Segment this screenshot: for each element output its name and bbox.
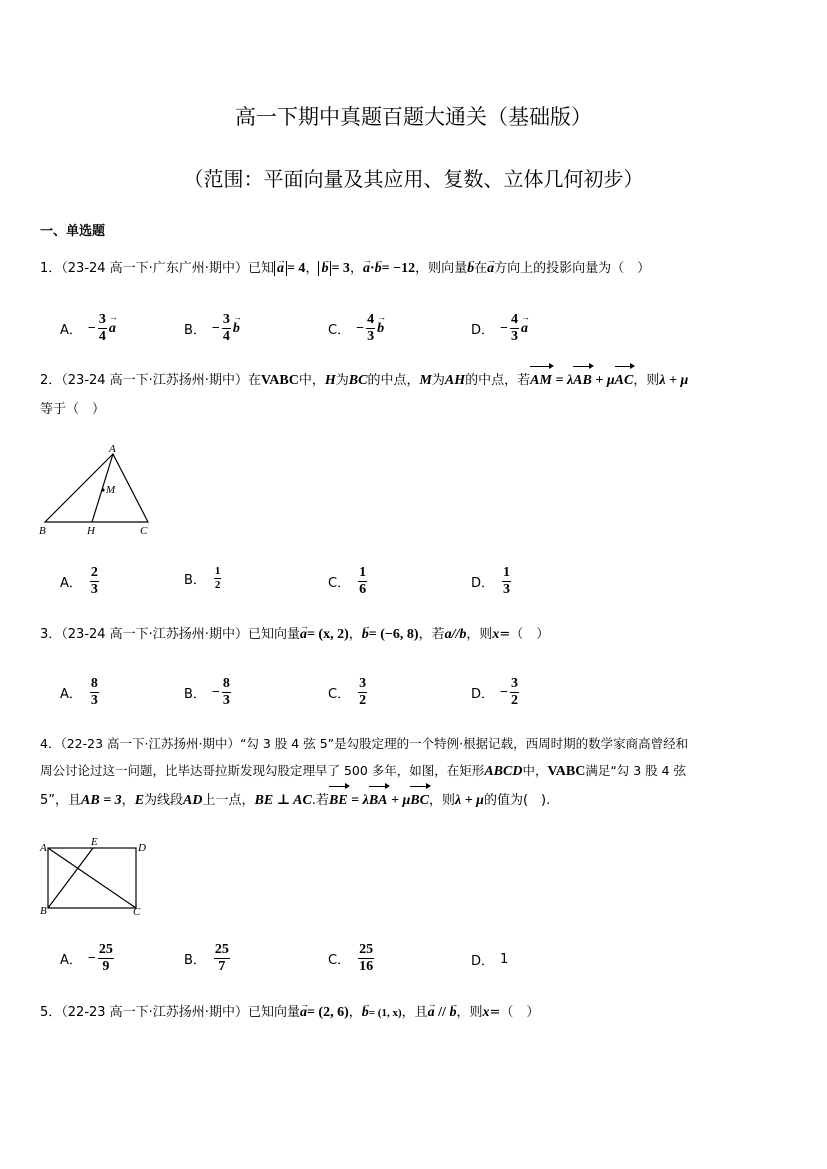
q1-eq12: = −12 xyxy=(381,261,416,276)
q3-a-value: = (x, 2) xyxy=(306,627,349,642)
point-m xyxy=(101,488,104,491)
option-label: B． xyxy=(184,687,206,702)
numerator: 3 xyxy=(222,312,230,327)
q3-option-b[interactable] xyxy=(184,676,233,709)
label-d: D xyxy=(138,842,146,854)
denominator: 3 xyxy=(222,693,230,708)
option-fraction xyxy=(214,565,222,592)
option-fraction xyxy=(510,676,519,709)
option-vector: → b xyxy=(377,321,384,337)
q1-dot-a: → a xyxy=(363,256,370,282)
triangle-abc xyxy=(45,454,148,522)
label-e: E xyxy=(91,836,98,848)
option-fraction xyxy=(358,942,374,975)
numerator: 8 xyxy=(222,676,230,691)
numerator: 1 xyxy=(359,565,367,580)
option-label: A． xyxy=(60,576,82,591)
question-4-line3 xyxy=(40,788,550,814)
option-fraction xyxy=(90,565,99,598)
q3-x: x xyxy=(492,627,500,642)
label-m: M xyxy=(106,484,116,496)
q1-text2: 在 xyxy=(474,261,488,276)
option-label: B． xyxy=(184,573,206,588)
q4-plus: + μ xyxy=(387,793,411,808)
q1-b1: → b xyxy=(467,256,474,282)
q4-eq: = λ xyxy=(347,793,369,808)
q4-triangle: VABC xyxy=(547,764,586,779)
label-a: A xyxy=(40,842,47,854)
denominator: 3 xyxy=(511,329,518,344)
question-4-line2 xyxy=(40,758,686,785)
q3-t3: =（ ） xyxy=(499,627,550,642)
q5-vec-b2: → b xyxy=(449,1000,456,1026)
q5-parallel: // xyxy=(434,1005,450,1020)
q5-a-value: = (2, 6) xyxy=(306,1005,349,1020)
label-b: B xyxy=(40,905,47,917)
q2-BC: BC xyxy=(348,373,368,388)
q4-lambda-mu: λ + μ xyxy=(454,793,484,808)
numerator: 1 xyxy=(503,565,511,580)
q1-vec-b-magnitude: → b xyxy=(321,256,328,282)
question-4-line1: 4．（22-23 高一下·江苏扬州·期中）“勾 3 股 4 弦 5”是勾股定理的一个特例·根据记载，西周时期的数学家商高曾经和 xyxy=(40,736,689,751)
numerator: 2 xyxy=(90,565,98,580)
q2-vec-AM: AM xyxy=(530,368,552,394)
q4-line2a: 周公讨论过这一问题，比毕达哥拉斯发现勾股定理早了 500 多年，如图，在矩形 xyxy=(40,763,485,778)
denominator: 9 xyxy=(102,959,110,974)
q4-perp: BE ⊥ AC xyxy=(254,793,312,808)
numerator: 3 xyxy=(359,676,367,691)
q4-option-d[interactable] xyxy=(471,950,508,969)
q1-text3: 方向上的投影向量为（ ） xyxy=(494,261,651,276)
q2-t3: 的中点， xyxy=(367,373,420,388)
q1-comma2: ， xyxy=(349,261,363,276)
q1-dot: · xyxy=(369,261,375,276)
label-h: H xyxy=(87,525,95,537)
q5-t2: ，则 xyxy=(456,1005,483,1020)
q4-line3b: ， xyxy=(121,793,135,808)
numerator: 25 xyxy=(359,942,374,957)
q4-line3d: 上一点， xyxy=(202,793,255,808)
option-fraction xyxy=(214,942,230,975)
option-label: D． xyxy=(471,576,495,591)
option-label: D． xyxy=(471,323,495,338)
q2-option-a[interactable] xyxy=(60,565,101,598)
q5-b-value: = (1, x) xyxy=(368,1007,402,1019)
numerator: 8 xyxy=(90,676,98,691)
q2-t5: 的中点，若 xyxy=(465,373,531,388)
q4-vec-BA: BA xyxy=(369,788,388,814)
q2-eq: = λ xyxy=(551,373,574,388)
q2-M: M xyxy=(419,373,432,388)
q4-line3g: 的值为( ). xyxy=(483,793,551,808)
q2-lambda-mu: λ + μ xyxy=(659,373,689,388)
denominator: 2 xyxy=(359,693,367,708)
q2-triangle: VABC xyxy=(260,373,299,388)
numerator: 3 xyxy=(98,312,106,327)
q2-t4: 为 xyxy=(431,373,445,388)
q2-t1: 中， xyxy=(298,373,325,388)
option-vector: → a xyxy=(109,321,116,337)
option-vector: → b xyxy=(233,321,240,337)
q4-line2b: 中， xyxy=(522,763,548,778)
q5-x: x xyxy=(482,1005,490,1020)
denominator: 3 xyxy=(90,693,98,708)
q1-a1: → a xyxy=(487,256,494,282)
q2-triangle-figure xyxy=(36,440,166,540)
q4-line3f: ，则 xyxy=(428,793,455,808)
q4-option-b[interactable] xyxy=(184,942,232,975)
q5-vec-b: → b xyxy=(362,1000,369,1026)
q4-vec-BE: BE xyxy=(329,788,348,814)
q3-vec-b: → b xyxy=(362,622,369,648)
q4-line3c: 为线段 xyxy=(144,793,184,808)
q2-plus: + μ xyxy=(591,373,615,388)
q5-t3: =（ ） xyxy=(489,1005,540,1020)
q3-comma: ， xyxy=(348,627,362,642)
question-5 xyxy=(40,1000,539,1026)
q2-option-d[interactable] xyxy=(471,565,513,598)
option-fraction xyxy=(358,565,367,598)
numerator: 4 xyxy=(511,312,518,327)
q1-lead: 1．（23-24 高一下·广东广州·期中）已知 xyxy=(40,261,274,276)
option-label: D． xyxy=(471,687,495,702)
q2-option-c[interactable] xyxy=(328,565,369,598)
option-fraction xyxy=(222,676,231,709)
q2-AH: AH xyxy=(444,373,466,388)
option-sign: − xyxy=(356,320,365,336)
option-label: B． xyxy=(184,323,206,338)
label-a: A xyxy=(109,443,116,455)
q3-vec-a: → a xyxy=(300,622,307,648)
numerator: 3 xyxy=(511,676,518,691)
q1-comma1: ， xyxy=(305,261,319,276)
denominator: 2 xyxy=(511,693,518,708)
q2-t2: 为 xyxy=(335,373,349,388)
denominator: 4 xyxy=(98,329,106,344)
question-2 xyxy=(40,368,688,394)
q1-option-a[interactable] xyxy=(60,312,116,345)
q1-eq4: = 4 xyxy=(286,261,306,276)
option-sign: − xyxy=(87,320,96,336)
q1-dot-b: → b xyxy=(375,256,382,282)
q3-t1: ，若 xyxy=(418,627,445,642)
q5-vec-a2: → a xyxy=(428,1000,435,1026)
option-vector: → a xyxy=(521,321,528,337)
q1-text1: ，则向量 xyxy=(415,261,468,276)
q2-H: H xyxy=(324,373,336,388)
label-c: C xyxy=(140,525,148,537)
q2-lead: 2．（23-24 高一下·江苏扬州·期中）在 xyxy=(40,373,261,388)
q2-vec-AB: AB xyxy=(573,368,592,394)
option-label: C． xyxy=(328,323,351,338)
option-value: 1 xyxy=(500,952,509,967)
option-sign: − xyxy=(87,950,96,966)
option-sign: − xyxy=(500,684,508,700)
q2-option-b[interactable] xyxy=(184,565,223,592)
numerator: 25 xyxy=(214,942,229,957)
denominator: 16 xyxy=(359,959,374,974)
question-3 xyxy=(40,622,549,648)
question-1 xyxy=(40,256,650,282)
numerator: 4 xyxy=(367,312,375,327)
section-heading: 一、单选题 xyxy=(40,224,106,239)
option-label: C． xyxy=(328,576,351,591)
denominator: 3 xyxy=(90,582,98,597)
label-b: B xyxy=(39,525,46,537)
page-title: 高一下期中真题百题大通关（基础版） xyxy=(235,105,592,129)
page-subtitle: （范围：平面向量及其应用、复数、立体几何初步） xyxy=(183,167,644,191)
q1-option-c[interactable] xyxy=(328,312,384,345)
option-label: A． xyxy=(60,323,82,338)
denominator: 3 xyxy=(503,582,511,597)
segment-be xyxy=(48,848,93,908)
q5-t1: ，且 xyxy=(401,1005,428,1020)
denominator: 6 xyxy=(359,582,367,597)
q3-option-a[interactable] xyxy=(60,676,101,709)
q4-option-c[interactable] xyxy=(328,942,376,975)
q4-option-a[interactable] xyxy=(60,942,116,975)
option-label: D． xyxy=(471,954,495,969)
q2-line2: 等于（ ） xyxy=(40,402,106,417)
q4-E: E xyxy=(134,793,145,808)
numerator: 25 xyxy=(98,942,113,957)
q3-b-value: = (−6, 8) xyxy=(368,627,419,642)
q5-vec-a: → a xyxy=(300,1000,307,1026)
denominator: 2 xyxy=(214,579,221,591)
option-fraction xyxy=(98,942,114,975)
option-label: A． xyxy=(60,687,82,702)
q3-option-d[interactable] xyxy=(471,676,521,709)
denominator: 3 xyxy=(367,329,375,344)
q1-option-b[interactable] xyxy=(184,312,240,345)
option-sign: − xyxy=(500,320,508,336)
numerator: 1 xyxy=(214,565,221,577)
option-label: C． xyxy=(328,687,351,702)
q3-parallel: a//b xyxy=(444,627,467,642)
q2-t6: ，则 xyxy=(633,373,660,388)
option-fraction xyxy=(502,565,511,598)
q4-line3e: .若 xyxy=(311,793,329,808)
diagonal-ac xyxy=(48,848,136,908)
option-fraction xyxy=(358,676,367,709)
option-fraction xyxy=(510,312,519,345)
q5-lead: 5．（22-23 高一下·江苏扬州·期中）已知向量 xyxy=(40,1005,300,1020)
q1-vec-a-magnitude: → a xyxy=(277,256,284,282)
option-fraction xyxy=(90,676,99,709)
q4-AB3: AB = 3 xyxy=(81,793,122,808)
q4-vec-BC: BC xyxy=(410,788,429,814)
q4-ABCD: ABCD xyxy=(484,764,523,779)
denominator: 4 xyxy=(222,329,230,344)
q3-lead: 3．（23-24 高一下·江苏扬州·期中）已知向量 xyxy=(40,627,300,642)
q4-line2c: 满足“勾 3 股 4 弦 xyxy=(585,763,687,778)
q4-AD: AD xyxy=(183,793,203,808)
option-fraction xyxy=(98,312,107,345)
option-label: B． xyxy=(184,953,206,968)
q4-rectangle-figure xyxy=(36,834,156,920)
option-sign: − xyxy=(211,684,220,700)
label-c: C xyxy=(133,906,141,918)
q3-t2: ，则 xyxy=(466,627,493,642)
q1-eq3: = 3 xyxy=(331,261,350,276)
option-fraction xyxy=(222,312,231,345)
q3-option-c[interactable] xyxy=(328,676,369,709)
option-label: A． xyxy=(60,953,82,968)
option-label: C． xyxy=(328,953,351,968)
q4-line3a: 5”，且 xyxy=(40,793,82,808)
q2-vec-AC: AC xyxy=(615,368,634,394)
option-sign: − xyxy=(211,320,220,336)
denominator: 7 xyxy=(218,959,226,974)
q1-option-d[interactable] xyxy=(471,312,528,345)
option-fraction xyxy=(366,312,375,345)
q5-comma: ， xyxy=(348,1005,362,1020)
